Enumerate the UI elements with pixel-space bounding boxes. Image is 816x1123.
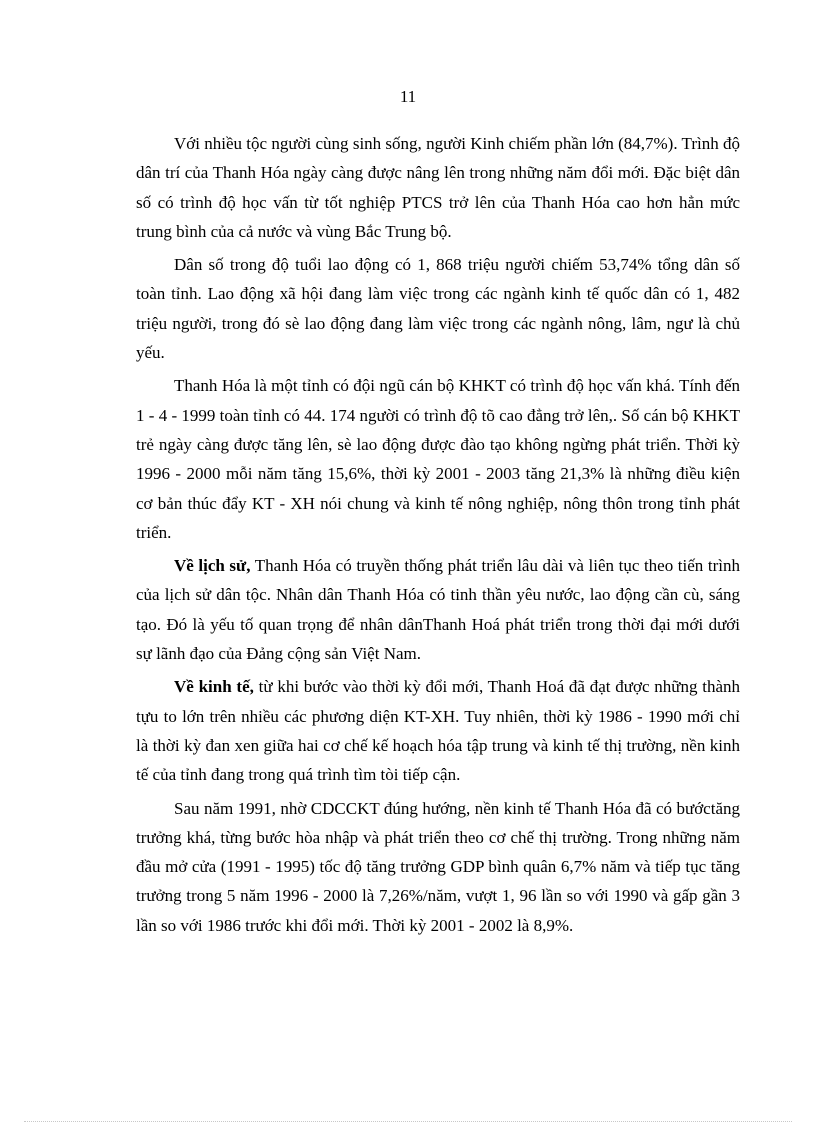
paragraph-economy (136, 672, 740, 789)
page-bottom-divider (24, 1121, 792, 1122)
paragraph-labor-force (136, 250, 740, 367)
paragraph-text: Với nhiều tộc người cùng sinh sống, người Kinh chiếm phần lớn (84,7%). Trình độ dân trí của Thanh Hóa ngày càng được nâng lên trong những năm đổi mới. Đặc biệt dân số có trình độ học vấn từ tốt nghiệp PTCS trở lên của Thanh Hóa cao hơn hẳn mức trung bình của cả nước và vùng Bắc Trung bộ. (136, 134, 740, 241)
paragraph-scientific-staff (136, 371, 740, 547)
paragraph-lead-heading: Về kinh tế, (174, 677, 254, 697)
paragraph-text: Dân số trong độ tuổi lao động có 1, 868 triệu người chiếm 53,74% tổng dân số toàn tỉnh. Lao động xã hội đang làm việc trong các ngành kinh tế quốc dân có 1, 482 triệu người, trong đó sè lao động đang làm việc trong các ngành nông, lâm, ngư là chủ yếu. (136, 255, 740, 363)
page-number: 11 (399, 87, 417, 106)
paragraph-text: Sau năm 1991, nhờ CDCCKT đúng hướng, nền kinh tế Thanh Hóa đã có bướctăng trưởng khá, từng bước hòa nhập và phát triển theo cơ chế thị trường. Trong những năm đầu mở cửa (1991 - 1995) tốc độ tăng trưởng GDP bình quân 6,7% năm và tiếp tục tăng trưởng trong 5 năm 1996 - 2000 là 7,26%/năm, vượt 1, 96 lần so với 1990 và gấp gần 3 lần so với 1986 trước khi đổi mới. Thời kỳ 2001 - 2002 là 8,9%. (136, 798, 740, 935)
paragraph-history (136, 551, 740, 668)
paragraph-text: từ khi bước vào thời kỳ đổi mới, Thanh Hoá đã đạt được những thành tựu to lớn trên nhiều các phương diện KT-XH. Tuy nhiên, thời kỳ 1986 - 1990 mới chỉ là thời kỳ đan xen giữa hai cơ chế kế hoạch hóa tập trung và kinh tế thị trường, nền kinh tế của tỉnh đang trong quá trình tìm tòi tiếp cận. (136, 677, 740, 785)
paragraph-text: Thanh Hóa là một tỉnh có đội ngũ cán bộ KHKT có trình độ học vấn khá. Tính đến 1 - 4 - 1999 toàn tỉnh có 44. 174 người có trình độ tõ cao đẳng trở lên,. Số cán bộ KHKT trẻ ngày càng được tăng lên, sè lao động được đào tạo không ngừng phát triển. Thời kỳ 1996 - 2000 mỗi năm tăng 15,6%, thời kỳ 2001 - 2003 tăng 21,3% là những điều kiện cơ bản thúc đẩy KT - XH nói chung và kinh tế nông nghiệp, nông thôn trong tỉnh phát triển. (136, 376, 740, 542)
body-text (136, 129, 740, 944)
paragraph-ethnic-groups (136, 129, 740, 246)
paragraph-growth (136, 794, 740, 940)
paragraph-text: Thanh Hóa có truyền thống phát triển lâu dài và liên tục theo tiến trình của lịch sử dân tộc. Nhân dân Thanh Hóa có tinh thần yêu nước, lao động cần cù, sáng tạo. Đó là yếu tố quan trọng để nhân dânThanh Hoá phát triển trong thời đại mới dưới sự lãnh đạo của Đảng cộng sản Việt Nam. (136, 556, 740, 664)
paragraph-lead-heading: Về lịch sử, (174, 556, 251, 576)
